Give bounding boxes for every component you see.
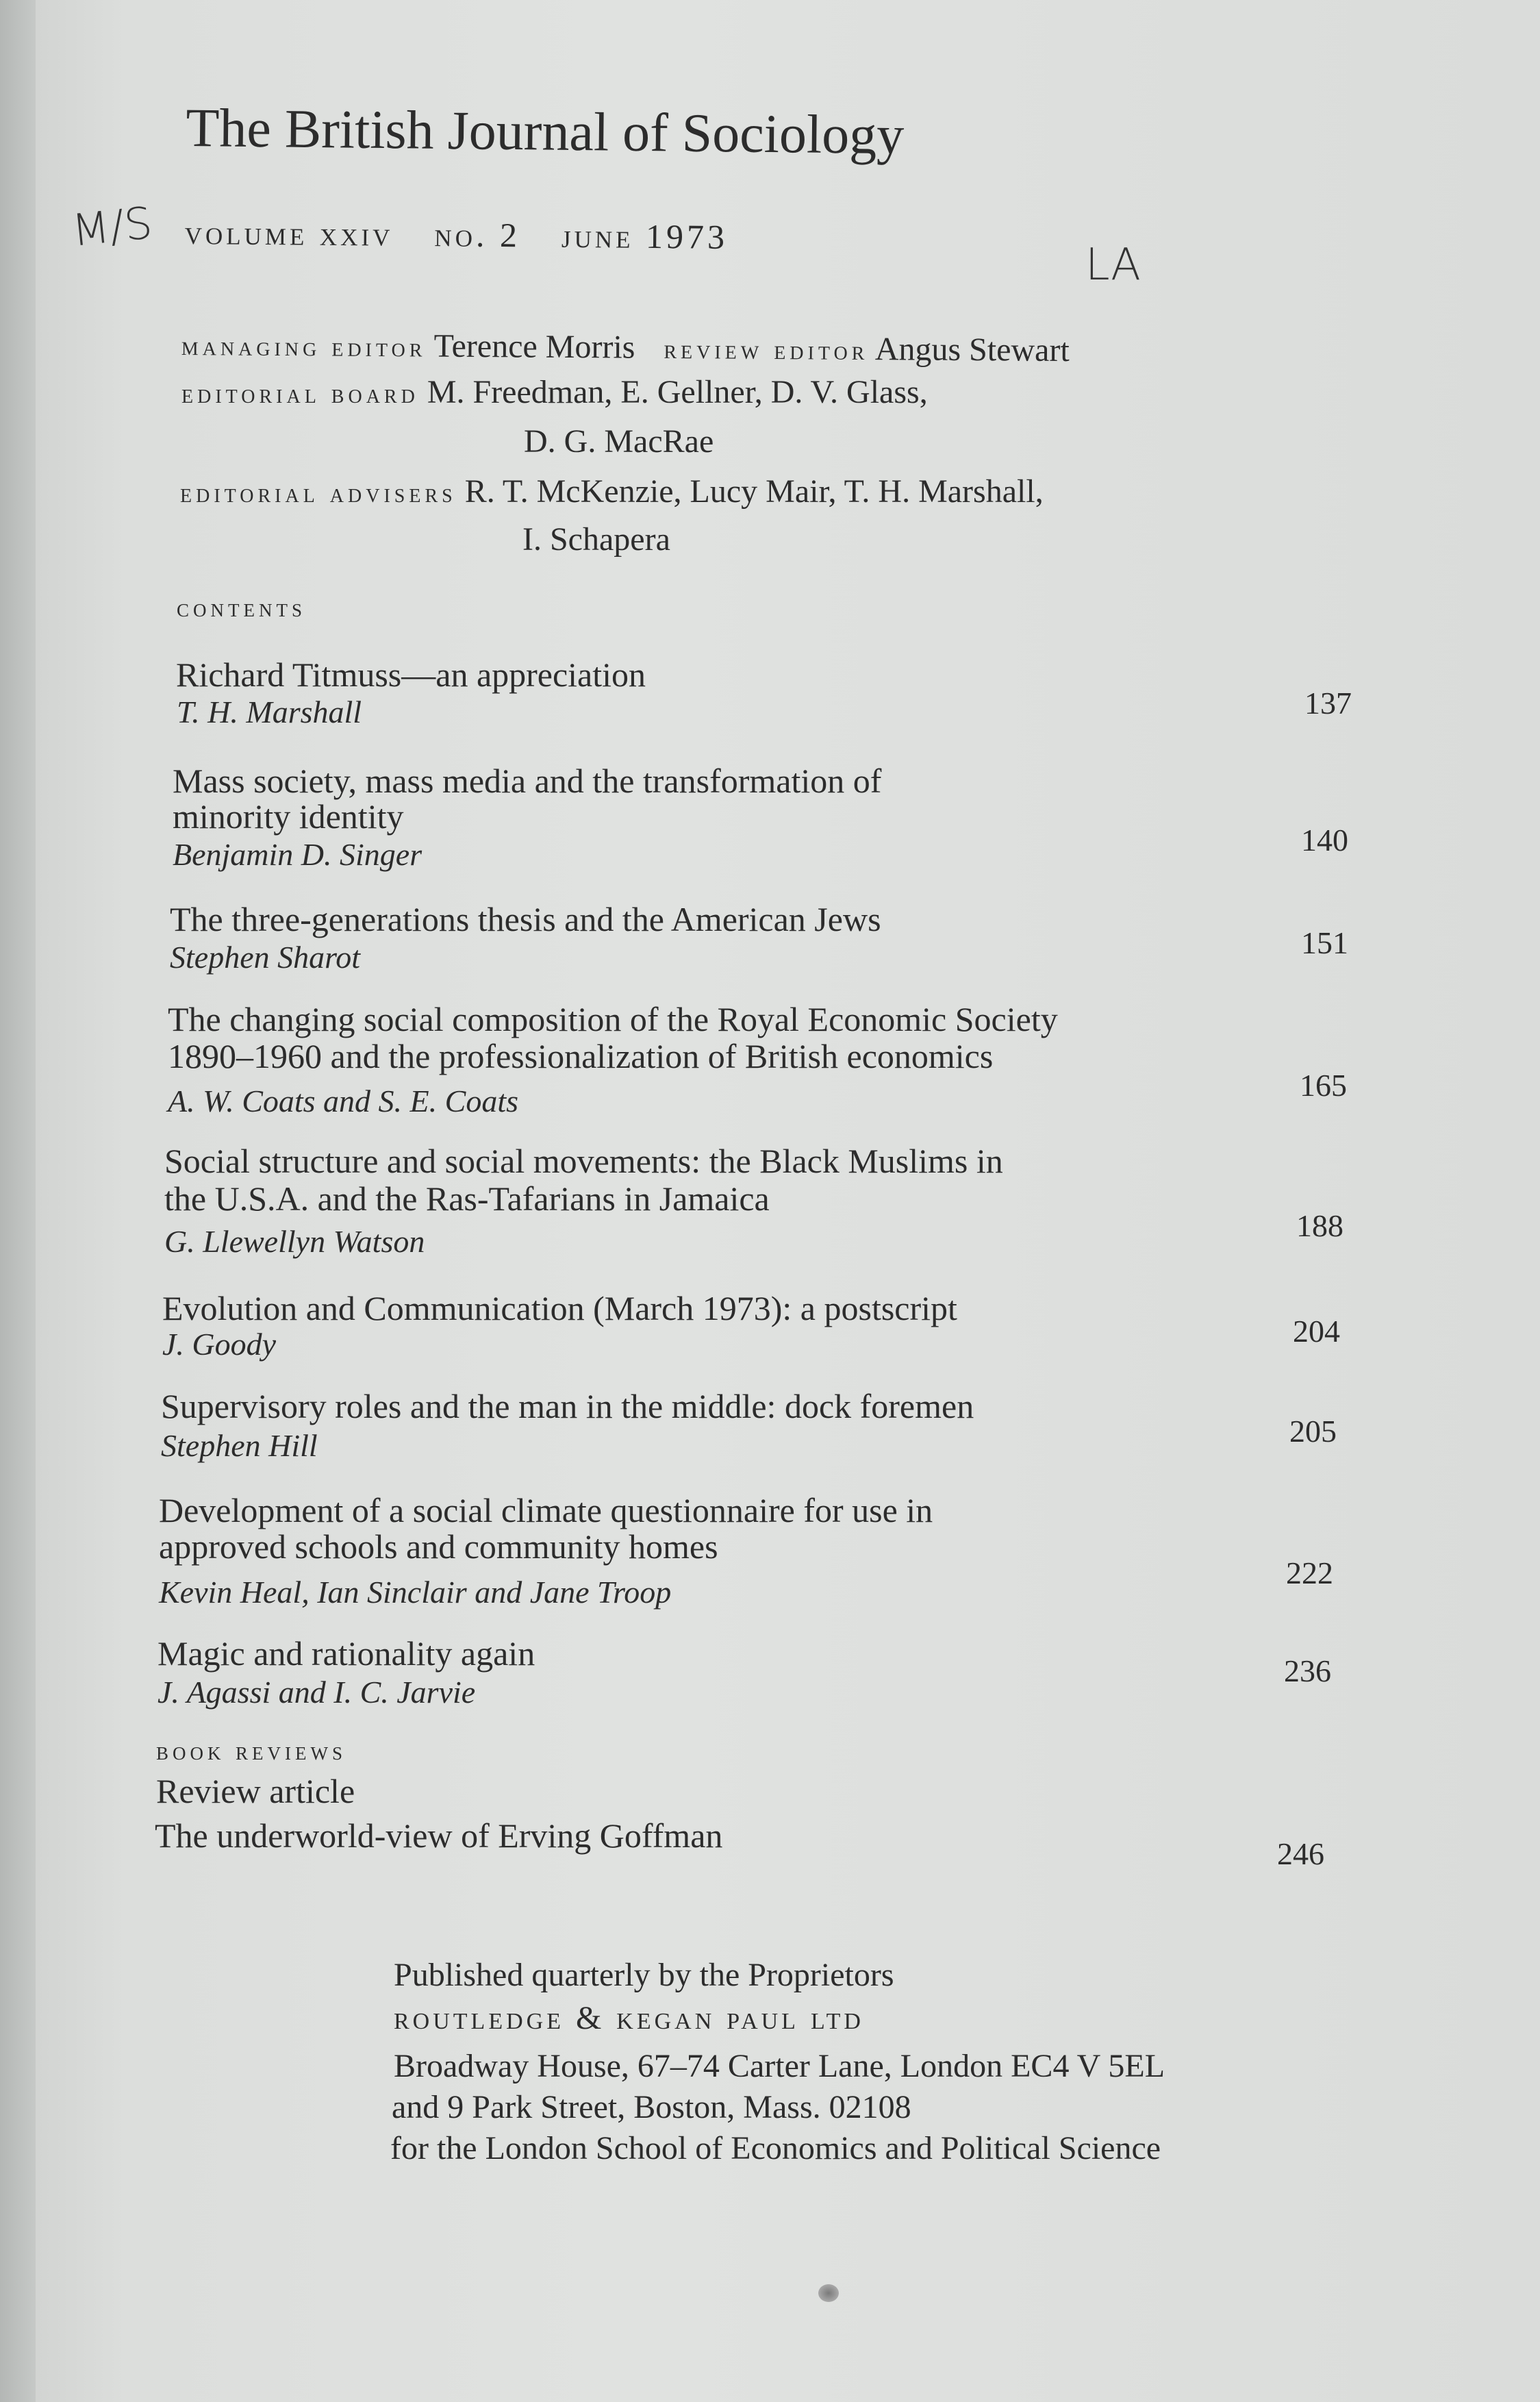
article-title: Evolution and Communication (March 1973): a postscript (162, 1289, 957, 1327)
article-title: Social structure and social movements: the Black Muslims in (164, 1142, 1003, 1180)
article-author: J. Agassi and I. C. Jarvie (157, 1675, 476, 1710)
editorial-advisers-line (180, 473, 1044, 510)
article-page: 140 (1301, 823, 1348, 858)
article-title: Development of a social climate questionnaire for use in (159, 1491, 933, 1529)
article-author: Kevin Heal, Ian Sinclair and Jane Troop (159, 1575, 672, 1610)
publisher-sponsor: for the London School of Economics and Political Science (390, 2130, 1161, 2166)
review-article-title: The underworld-view of Erving Goffman (155, 1816, 723, 1855)
contents-heading: contents (177, 594, 306, 623)
article-title: The three-generations thesis and the American Jews (170, 900, 881, 938)
article-page: 151 (1301, 925, 1348, 960)
article-page: 165 (1300, 1068, 1347, 1103)
article-title: The changing social composition of the Royal Economic Society (168, 1000, 1058, 1038)
issue-number: no. 2 (434, 215, 521, 255)
article-author: Benjamin D. Singer (173, 837, 422, 872)
editorial-advisers-names: R. T. McKenzie, Lucy Mair, T. H. Marshall, (464, 473, 1044, 510)
editorial-board-label: editorial board (181, 378, 419, 409)
journal-title: The British Journal of Sociology (186, 97, 905, 166)
article-title: Richard Titmuss—an appreciation (176, 655, 646, 694)
editorial-advisers-names-2: I. Schapera (522, 521, 670, 558)
review-article-label: Review article (156, 1772, 355, 1810)
volume-label: volume xxiv (184, 212, 394, 253)
article-page: 236 (1284, 1653, 1331, 1688)
publisher-name: routledge & kegan paul ltd (394, 2000, 864, 2036)
handwritten-note-left: M/S (69, 198, 155, 257)
article-author: G. Llewellyn Watson (164, 1224, 425, 1259)
article-title-continued: the U.S.A. and the Ras-Tafarians in Jamaica (164, 1179, 770, 1218)
article-page: 204 (1293, 1314, 1340, 1349)
article-author: Stephen Hill (161, 1428, 318, 1463)
article-title: Supervisory roles and the man in the middle: dock foremen (161, 1387, 974, 1425)
editorial-board-names: M. Freedman, E. Gellner, D. V. Glass, (427, 374, 928, 410)
managing-editor-line (181, 325, 1070, 369)
article-page: 137 (1304, 686, 1352, 721)
article-author: A. W. Coats and S. E. Coats (168, 1084, 519, 1118)
editorial-board-names-2: D. G. MacRae (524, 423, 714, 460)
publisher-statement: Published quarterly by the Proprietors (394, 1957, 894, 1993)
issue-line (184, 212, 769, 257)
page-edge-shadow (0, 0, 36, 2402)
article-title-continued: minority identity (173, 797, 404, 836)
article-page: 222 (1286, 1555, 1333, 1590)
managing-editor-name: Terence Morris (433, 327, 635, 366)
article-page: 205 (1289, 1414, 1337, 1449)
editorial-advisers-label: editorial advisers (180, 477, 457, 508)
handwritten-note-right: LA (1085, 240, 1141, 290)
publisher-address-boston: and 9 Park Street, Boston, Mass. 02108 (392, 2089, 911, 2125)
publisher-address-london: Broadway House, 67–74 Carter Lane, London EC4 V 5EL (394, 2048, 1165, 2084)
review-article-page: 246 (1277, 1836, 1324, 1871)
printer-ornament-icon (818, 2284, 839, 2302)
review-editor-name: Angus Stewart (874, 331, 1070, 369)
article-title-continued: 1890–1960 and the professionalization of British economics (168, 1037, 994, 1075)
article-title: Mass society, mass media and the transformation of (173, 762, 882, 800)
book-reviews-heading: book reviews (156, 1737, 346, 1766)
article-author: Stephen Sharot (170, 940, 361, 975)
article-author: T. H. Marshall (177, 695, 362, 729)
article-page: 188 (1296, 1208, 1343, 1243)
article-title-continued: approved schools and community homes (159, 1527, 718, 1566)
editorial-board-line (181, 373, 928, 411)
article-author: J. Goody (162, 1327, 277, 1362)
managing-editor-label: managing editor (181, 329, 427, 363)
issue-date: june 1973 (561, 216, 729, 256)
article-title: Magic and rationality again (157, 1634, 535, 1673)
review-editor-label: review editor (664, 333, 869, 366)
